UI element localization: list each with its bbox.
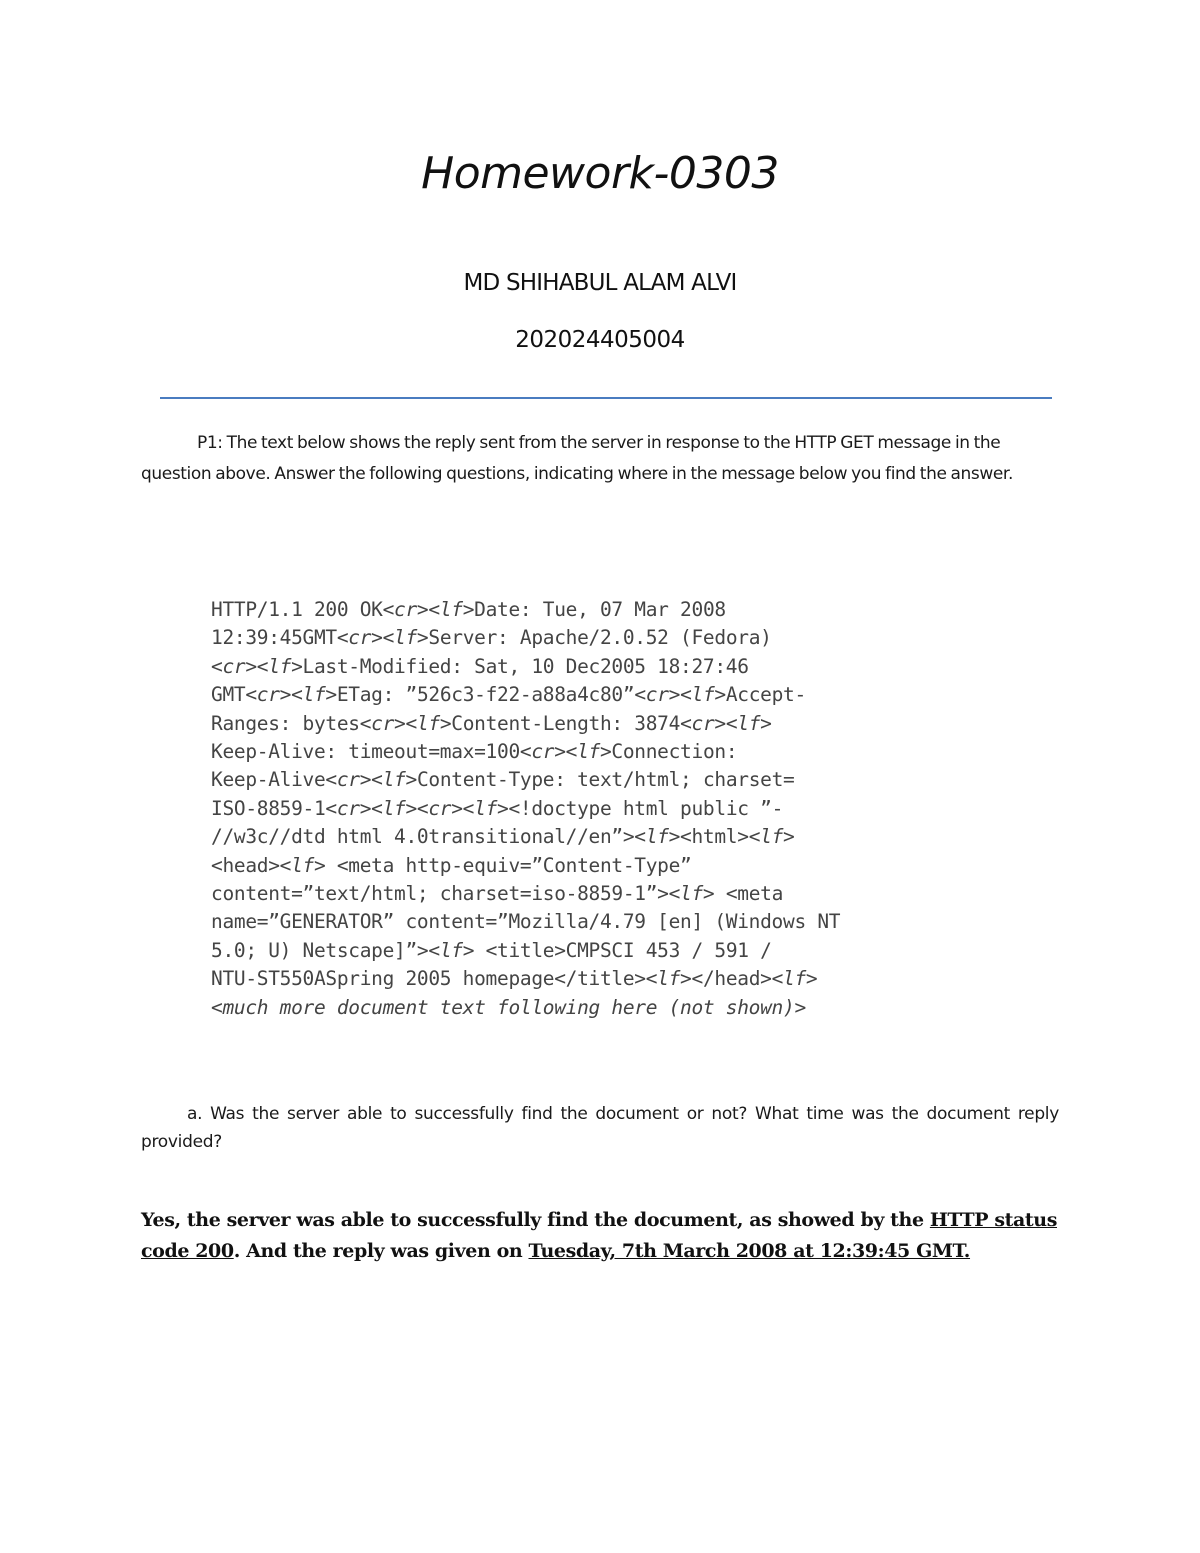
answer-paragraph [141,1205,1061,1267]
sub-question-text: a. Was the server able to successfully find the document or not? What time was the document reply provided? [141,1104,1059,1152]
student-id: 202024405004 [515,327,685,353]
response-delimiter: <cr><lf> [325,768,417,792]
response-delimiter: <lf> [279,853,326,877]
answer-text-1: Yes, the server was able to successfully find the document, as showed by the [141,1209,930,1231]
response-delimiter: <lf> [634,825,681,849]
response-text: <title>CMPSCI 453 / 591 / [474,938,772,962]
response-text: HTTP/1.1 200 OK [211,598,383,621]
response-text: name=”GENERATOR” content=”Mozilla/4.79 [en] (Windows NT [211,910,841,934]
question-text: P1: The text below shows the reply sent from the server in response to the HTTP GET message in the question above. Answer the following questions, indicating where in the message below you find the answer. [141,433,1013,484]
response-line [211,852,1011,880]
response-line [211,766,1011,794]
response-delimiter: <lf> [645,967,692,991]
response-line [211,823,1011,851]
response-delimiter: <lf> [428,938,475,962]
response-line [211,880,1011,908]
response-text: GMT [211,683,246,707]
response-text: 5.0; U) Netscape]”> [211,938,429,962]
horizontal-divider [160,397,1052,399]
response-text: <head> [211,853,280,877]
document-title: Homework-0303 [421,148,779,199]
response-text: Keep-Alive: timeout=max=100 [211,740,520,764]
response-text: ETag: ”526c3-f22-a88a4c80” [336,683,635,707]
response-text: 12:39:45GMT [211,626,337,650]
response-text: //w3c//dtd html 4.0transitional//en”> [211,825,635,849]
response-line [211,908,1011,936]
response-text: Keep-Alive [211,768,326,792]
response-text: Ranges: bytes [211,711,360,735]
response-line [211,965,1011,993]
http-response-block [211,596,1011,1022]
response-text: </head> [691,967,772,991]
response-text: <meta http-equiv=”Content-Type” [325,853,692,877]
response-delimiter: <cr><lf> [245,683,337,707]
response-text: Connection: [611,740,738,764]
sub-question-paragraph [141,1100,1059,1156]
response-delimiter: <cr><lf> [634,683,726,707]
response-line [211,710,1011,738]
response-text: NTU-ST550ASpring 2005 homepage</title> [211,967,646,991]
response-text: Content-Type: text/html; charset= [416,768,795,792]
response-line [211,937,1011,965]
answer-status-code: HTTP status code 200 [141,1209,1057,1262]
response-delimiter: <lf> [748,825,795,849]
response-text: Date: Tue, 07 Mar 2008 [474,598,726,621]
response-delimiter: <cr><lf> [680,711,772,735]
response-line [211,795,1011,823]
response-line [211,596,1011,624]
answer-text-2: . And the reply was given on [233,1240,529,1262]
response-text: <meta [714,882,784,906]
response-delimiter: <cr><lf> [519,740,612,764]
response-text: content=”text/html; charset=iso-8859-1”> [211,882,669,906]
response-text: Content-Length: 3874 [451,711,681,735]
response-text: <html> [680,825,749,849]
response-line [211,653,1011,681]
response-text: <!doctype html public ”- [508,796,784,820]
response-text: Last-Modified: Sat, 10 Dec2005 18:27:46 [302,654,749,678]
response-text: Server: Apache/2.0.52 (Fedora) [428,626,772,650]
response-delimiter: <much more document text following here (not shown)> [211,995,806,1019]
response-line [211,624,1011,652]
question-paragraph [141,428,1061,490]
response-line [211,994,1011,1022]
author-name: MD SHIHABUL ALAM ALVI [463,270,737,296]
response-text: Accept- [725,683,806,707]
response-line [211,681,1011,709]
response-delimiter: <cr><lf> [359,711,452,735]
response-text: ISO-8859-1 [211,796,326,820]
response-line [211,738,1011,766]
answer-reply-time: Tuesday, 7th March 2008 at 12:39:45 GMT. [528,1240,971,1262]
response-delimiter: <lf> [668,882,715,906]
response-delimiter: <cr><lf><cr><lf> [325,796,509,820]
response-delimiter: <cr><lf> [336,626,429,650]
response-delimiter: <cr><lf> [382,598,475,621]
response-delimiter: <lf> [771,967,818,991]
response-delimiter: <cr><lf> [211,654,303,678]
